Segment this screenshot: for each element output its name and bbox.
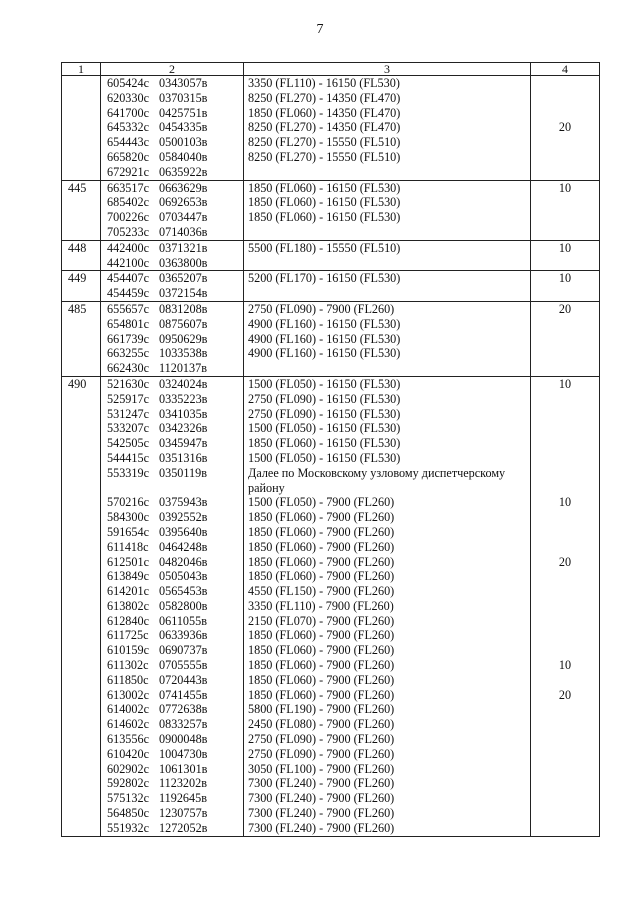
latitude: 661739c [107, 331, 149, 346]
longitude: 0365207в [159, 271, 208, 286]
point-line [101, 421, 243, 436]
column-4-value [531, 346, 599, 361]
column-4-value [531, 525, 599, 540]
latitude: 611725c [107, 628, 149, 643]
column-4-value [531, 225, 599, 240]
column-4-value: 10 [558, 658, 572, 673]
longitude: 0363800в [159, 255, 208, 270]
point-line [101, 256, 243, 271]
column-4-value [531, 421, 599, 436]
longitude: 0831208в [159, 301, 208, 316]
latitude: 613802c [107, 598, 149, 613]
point-line [101, 732, 243, 747]
points-cell [101, 301, 244, 376]
altitude-range: 1850 (FL060) - 7900 (FL260) [248, 658, 395, 673]
point-line [101, 210, 243, 225]
longitude: 1123202в [159, 776, 207, 791]
point-line [101, 584, 243, 599]
altitude-range: 1850 (FL060) - 7900 (FL260) [248, 687, 395, 702]
column-4-value [531, 510, 599, 525]
point-line [101, 346, 243, 361]
altitude-range: 1850 (FL060) - 7900 (FL260) [248, 539, 395, 554]
longitude: 0454335в [159, 120, 208, 135]
altitude-range: 1850 (FL060) - 7900 (FL260) [248, 554, 395, 569]
column-4-value [531, 451, 599, 466]
latitude: 613002c [107, 687, 149, 702]
latitude: 611850c [107, 672, 149, 687]
altitude-cell [244, 76, 531, 181]
column-4-value [531, 392, 599, 407]
altitude-range [244, 286, 530, 301]
latitude: 612501c [107, 554, 149, 569]
point-line [101, 821, 243, 836]
point-line [101, 436, 243, 451]
longitude: 0703447в [159, 210, 208, 225]
route-number: 445 [68, 180, 87, 195]
points-cell [101, 76, 244, 181]
latitude: 553319c [107, 465, 149, 480]
longitude: 0372154в [159, 286, 208, 301]
altitude-range: 2750 (FL090) - 7900 (FL260) [248, 301, 395, 316]
point-line [101, 361, 243, 376]
point-line [101, 702, 243, 717]
point-line [101, 658, 243, 673]
point-line [101, 776, 243, 791]
column-4-value [531, 165, 599, 180]
latitude: 454459c [107, 286, 149, 301]
point-line [101, 628, 243, 643]
longitude: 0370315в [159, 90, 208, 105]
point-line [101, 271, 243, 286]
latitude: 700226c [107, 210, 149, 225]
altitude-range: 8250 (FL270) - 15550 (FL510) [248, 149, 401, 164]
column-4-value [531, 821, 599, 836]
point-line [101, 569, 243, 584]
altitude-cell [244, 180, 531, 240]
column-4-value [531, 643, 599, 658]
column-4-value [531, 762, 599, 777]
latitude: 531247c [107, 406, 149, 421]
longitude: 1230757в [159, 806, 208, 821]
route-number-cell [62, 271, 101, 302]
point-line [101, 407, 243, 422]
table-row [62, 76, 600, 181]
column-4-value [531, 540, 599, 555]
latitude: 533207c [107, 421, 149, 436]
latitude: 672921c [107, 164, 149, 179]
altitude-range: 4900 (FL160) - 16150 (FL530) [248, 331, 401, 346]
column-4-value: 20 [558, 554, 572, 569]
longitude: 0371321в [159, 240, 208, 255]
longitude: 0565453в [159, 584, 208, 599]
value-cell [531, 271, 600, 302]
altitude-range: 1850 (FL060) - 7900 (FL260) [248, 524, 395, 539]
point-line [101, 762, 243, 777]
latitude: 614602c [107, 717, 149, 732]
column-4-value: 20 [558, 687, 572, 702]
point-line [101, 181, 243, 196]
altitude-range: 2750 (FL090) - 7900 (FL260) [248, 746, 395, 761]
longitude: 0772638в [159, 702, 208, 717]
point-line [101, 76, 243, 91]
longitude: 0482046в [159, 554, 208, 569]
point-line [101, 106, 243, 121]
altitude-range: 1500 (FL050) - 16150 (FL530) [248, 450, 401, 465]
point-line [101, 525, 243, 540]
altitude-range: 4900 (FL160) - 16150 (FL530) [248, 316, 401, 331]
column-4-value [531, 76, 599, 91]
longitude: 0500103в [159, 135, 208, 150]
point-line [101, 673, 243, 688]
longitude: 0341035в [159, 406, 208, 421]
column-4-value [531, 717, 599, 732]
point-line [101, 317, 243, 332]
longitude: 0833257в [159, 717, 208, 732]
route-number-cell [62, 76, 101, 181]
column-4-value [531, 732, 599, 747]
longitude: 0705555в [159, 658, 208, 673]
table-row [62, 240, 600, 271]
altitude-cell [244, 301, 531, 376]
altitude-range: 2450 (FL080) - 7900 (FL260) [248, 717, 395, 732]
column-4-value [531, 614, 599, 629]
longitude: 0335223в [159, 391, 208, 406]
latitude: 591654c [107, 524, 149, 539]
column-4-value [531, 436, 599, 451]
points-cell [101, 376, 244, 836]
altitude-range: 1500 (FL050) - 16150 (FL530) [248, 421, 401, 436]
altitude-range: 4550 (FL150) - 7900 (FL260) [248, 584, 395, 599]
column-header-4: 4 [531, 63, 600, 76]
column-4-value [531, 135, 599, 150]
altitude-range: 1850 (FL060) - 7900 (FL260) [248, 628, 395, 643]
table-row [62, 301, 600, 376]
point-line [101, 120, 243, 135]
point-line [101, 466, 243, 496]
altitude-range: 5500 (FL180) - 15550 (FL510) [248, 240, 401, 255]
points-cell [101, 180, 244, 240]
column-4-value [531, 317, 599, 332]
altitude-range: 2750 (FL090) - 16150 (FL530) [248, 391, 401, 406]
column-4-value [531, 747, 599, 762]
point-line [101, 225, 243, 240]
latitude: 454407c [107, 271, 149, 286]
altitude-range: 1850 (FL060) - 7900 (FL260) [248, 643, 395, 658]
point-line [101, 392, 243, 407]
column-4-value [531, 195, 599, 210]
altitude-range: 1500 (FL050) - 7900 (FL260) [248, 495, 395, 510]
route-number: 448 [68, 240, 87, 255]
altitude-range: 7300 (FL240) - 7900 (FL260) [248, 776, 395, 791]
point-line [101, 747, 243, 762]
altitude-range: 1850 (FL060) - 14350 (FL470) [248, 105, 401, 120]
longitude: 0741455в [159, 687, 208, 702]
latitude: 614201c [107, 584, 149, 599]
column-4-value: 10 [558, 180, 572, 195]
point-line [101, 540, 243, 555]
points-cell [101, 240, 244, 271]
altitude-cell [244, 271, 531, 302]
column-4-value: 10 [558, 376, 572, 391]
longitude: 0720443в [159, 672, 208, 687]
altitude-range: 3350 (FL110) - 16150 (FL530) [248, 76, 400, 90]
column-header-1: 1 [62, 63, 101, 76]
latitude: 570216c [107, 495, 149, 510]
column-4-value [531, 806, 599, 821]
value-cell [531, 180, 600, 240]
column-4-value [531, 332, 599, 347]
column-4-value [531, 91, 599, 106]
point-line [101, 791, 243, 806]
latitude: 663517c [107, 180, 149, 195]
longitude: 0692653в [159, 195, 208, 210]
latitude: 665820c [107, 149, 149, 164]
value-cell [531, 301, 600, 376]
latitude: 610159c [107, 643, 149, 658]
altitude-range: 5200 (FL170) - 16150 (FL530) [248, 271, 401, 286]
altitude-range: 1850 (FL060) - 7900 (FL260) [248, 510, 395, 525]
longitude: 0375943в [159, 495, 208, 510]
altitude-cell [244, 240, 531, 271]
longitude: 1033538в [159, 346, 208, 361]
column-4-value [531, 407, 599, 422]
latitude: 575132c [107, 791, 149, 806]
column-4-value [531, 286, 599, 301]
latitude: 612840c [107, 613, 149, 628]
altitude-range: 1850 (FL060) - 7900 (FL260) [248, 672, 395, 687]
altitude-cell [244, 376, 531, 836]
altitude-range: 1850 (FL060) - 7900 (FL260) [248, 569, 395, 584]
column-4-value [531, 256, 599, 271]
page-number: 7 [316, 22, 324, 37]
latitude: 645332c [107, 120, 149, 135]
latitude: 542505c [107, 436, 149, 451]
longitude: 1272052в [159, 820, 208, 835]
column-4-value: 10 [558, 240, 572, 255]
point-line [101, 510, 243, 525]
table-header-row [62, 63, 600, 76]
route-number-cell [62, 240, 101, 271]
altitude-range: 8250 (FL270) - 15550 (FL510) [248, 135, 401, 150]
longitude: 0690737в [159, 643, 208, 658]
longitude: 0464248в [159, 539, 208, 554]
routes-table [61, 62, 600, 837]
latitude: 654443c [107, 135, 149, 150]
latitude: 605424c [107, 76, 149, 90]
longitude: 0345947в [159, 436, 208, 451]
altitude-range: 2750 (FL090) - 16150 (FL530) [248, 406, 401, 421]
column-4-value [531, 791, 599, 806]
latitude: 610420c [107, 746, 149, 761]
longitude: 0392552в [159, 510, 208, 525]
point-line [101, 135, 243, 150]
column-4-value [531, 466, 599, 496]
point-line [101, 599, 243, 614]
route-number-cell [62, 376, 101, 836]
longitude: 1120137в [159, 361, 207, 376]
latitude: 613849c [107, 569, 149, 584]
altitude-range [244, 361, 530, 376]
route-number [68, 76, 100, 91]
point-line [101, 91, 243, 106]
column-4-value [531, 599, 599, 614]
point-line [101, 195, 243, 210]
point-line [101, 150, 243, 165]
latitude: 654801c [107, 316, 149, 331]
latitude: 592802c [107, 776, 149, 791]
value-cell [531, 376, 600, 836]
altitude-range [244, 165, 530, 180]
point-line [101, 717, 243, 732]
altitude-range: 1500 (FL050) - 16150 (FL530) [248, 376, 401, 391]
latitude: 442400c [107, 240, 149, 255]
column-4-value [531, 673, 599, 688]
latitude: 584300c [107, 510, 149, 525]
longitude: 0425751в [159, 105, 208, 120]
latitude: 602902c [107, 761, 149, 776]
altitude-range: 1850 (FL060) - 16150 (FL530) [248, 180, 401, 195]
latitude: 614002c [107, 702, 149, 717]
value-cell [531, 76, 600, 181]
altitude-range: 1850 (FL060) - 16150 (FL530) [248, 195, 401, 210]
column-header-3: 3 [244, 63, 531, 76]
altitude-range: 3350 (FL110) - 7900 (FL260) [248, 598, 394, 613]
longitude: 0584040в [159, 149, 208, 164]
longitude: 0324024в [159, 376, 208, 391]
point-line [101, 377, 243, 392]
latitude: 442100c [107, 255, 149, 270]
table-row [62, 180, 600, 240]
longitude: 0950629в [159, 331, 208, 346]
latitude: 663255c [107, 346, 149, 361]
route-number: 490 [68, 376, 87, 391]
longitude: 0505043в [159, 569, 208, 584]
route-number: 485 [68, 301, 87, 316]
latitude: 611418c [107, 539, 149, 554]
point-line [101, 241, 243, 256]
latitude: 613556c [107, 732, 149, 747]
longitude: 0342326в [159, 421, 208, 436]
column-4-value: 20 [558, 120, 572, 135]
point-line [101, 688, 243, 703]
altitude-range: 2750 (FL090) - 7900 (FL260) [248, 732, 395, 747]
altitude-range: Далее по Московскому узловому диспетчерскому району [248, 465, 506, 495]
longitude: 0351316в [159, 450, 208, 465]
latitude: 685402c [107, 195, 149, 210]
column-4-value [531, 361, 599, 376]
column-4-value [531, 628, 599, 643]
longitude: 0343057в [159, 76, 208, 90]
route-number-cell [62, 301, 101, 376]
latitude: 551932c [107, 820, 149, 835]
latitude: 544415c [107, 450, 149, 465]
altitude-range: 8250 (FL270) - 14350 (FL470) [248, 90, 401, 105]
point-line [101, 451, 243, 466]
altitude-range [244, 225, 530, 240]
point-line [101, 555, 243, 570]
points-cell [101, 271, 244, 302]
point-line [101, 495, 243, 510]
altitude-range: 3050 (FL100) - 7900 (FL260) [248, 761, 395, 776]
route-number-cell [62, 180, 101, 240]
longitude: 0350119в [159, 465, 207, 480]
point-line [101, 286, 243, 301]
column-4-value [531, 210, 599, 225]
longitude: 1004730в [159, 746, 208, 761]
longitude: 0633936в [159, 628, 208, 643]
point-line [101, 165, 243, 180]
latitude: 564850c [107, 806, 149, 821]
altitude-range: 7300 (FL240) - 7900 (FL260) [248, 806, 395, 821]
longitude: 0663629в [159, 180, 208, 195]
latitude: 705233c [107, 224, 149, 239]
point-line [101, 806, 243, 821]
altitude-range: 5800 (FL190) - 7900 (FL260) [248, 702, 395, 717]
point-line [101, 614, 243, 629]
column-4-value [531, 150, 599, 165]
column-4-value [531, 702, 599, 717]
column-4-value: 10 [558, 495, 572, 510]
route-number: 449 [68, 271, 87, 286]
latitude: 641700c [107, 105, 149, 120]
altitude-range: 7300 (FL240) - 7900 (FL260) [248, 791, 395, 806]
altitude-range: 1850 (FL060) - 16150 (FL530) [248, 210, 401, 225]
longitude: 1192645в [159, 791, 207, 806]
column-4-value: 20 [558, 301, 572, 316]
table-row [62, 376, 600, 836]
longitude: 0635922в [159, 164, 208, 179]
point-line [101, 302, 243, 317]
longitude: 0395640в [159, 524, 208, 539]
longitude: 0611055в [159, 613, 207, 628]
latitude: 662430c [107, 361, 149, 376]
longitude: 0714036в [159, 224, 208, 239]
table-row [62, 271, 600, 302]
column-4-value [531, 569, 599, 584]
longitude: 0900048в [159, 732, 208, 747]
latitude: 525917c [107, 391, 149, 406]
altitude-range: 7300 (FL240) - 7900 (FL260) [248, 820, 395, 835]
longitude: 1061301в [159, 761, 208, 776]
latitude: 521630c [107, 376, 149, 391]
latitude: 620330c [107, 90, 149, 105]
latitude: 655657c [107, 301, 149, 316]
value-cell [531, 240, 600, 271]
altitude-range: 4900 (FL160) - 16150 (FL530) [248, 346, 401, 361]
table-body [62, 76, 600, 837]
point-line [101, 332, 243, 347]
altitude-range: 2150 (FL070) - 7900 (FL260) [248, 613, 395, 628]
longitude: 0582800в [159, 598, 208, 613]
column-header-2: 2 [101, 63, 244, 76]
column-4-value [531, 776, 599, 791]
altitude-range [244, 256, 530, 271]
altitude-range: 8250 (FL270) - 14350 (FL470) [248, 120, 401, 135]
latitude: 611302c [107, 658, 149, 673]
altitude-range: 1850 (FL060) - 16150 (FL530) [248, 436, 401, 451]
column-4-value: 10 [558, 271, 572, 286]
point-line [101, 643, 243, 658]
column-4-value [531, 584, 599, 599]
longitude: 0875607в [159, 316, 208, 331]
column-4-value [531, 106, 599, 121]
